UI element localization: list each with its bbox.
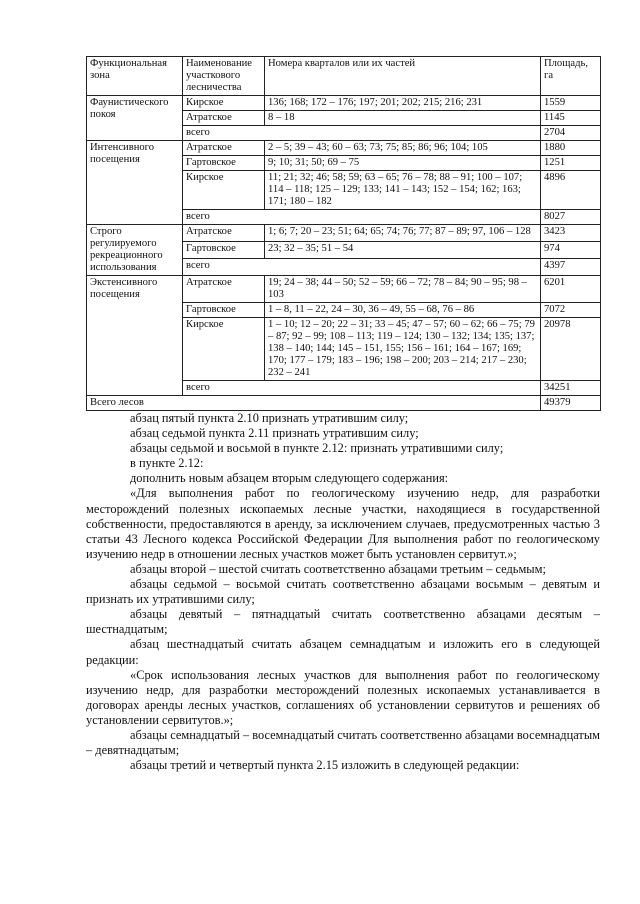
quarter-numbers: 19; 24 – 38; 44 – 50; 52 – 59; 66 – 72; 78 – 84; 90 – 95; 98 – 103 (265, 276, 541, 303)
grand-total-row (87, 396, 601, 411)
forestry-name: Атратское (183, 276, 265, 303)
header-zone: Функциональная зона (87, 57, 183, 96)
quarter-numbers: 1; 6; 7; 20 – 23; 51; 64; 65; 74; 76; 77; 87 – 89; 97, 106 – 128 (265, 225, 541, 242)
table-row (87, 225, 601, 242)
table-row (87, 141, 601, 156)
grand-total-label: Всего лесов (87, 396, 541, 411)
quarter-numbers: 1 – 10; 12 – 20; 22 – 31; 33 – 45; 47 – 57; 60 – 62; 66 – 75; 79 – 87; 92 – 99; 108 – 113; 119 – 124; 130 – 132; 134; 135; 137; 138 – 140; 144; 145 – 151, 155; 156 – 161; 164 – 167; 169; 170; 177 – 179; 183 – 196; 198 – 200; 203 – 214; 217 – 230; 232 – 241 (265, 318, 541, 381)
quarter-numbers: 2 – 5; 39 – 43; 60 – 63; 73; 75; 85; 86; 96; 104; 105 (265, 141, 541, 156)
paragraph: в пункте 2.12: (130, 456, 204, 471)
grand-total-value: 49379 (541, 396, 601, 411)
header-area: Площадь, га (541, 57, 601, 96)
total-label: всего (183, 126, 541, 141)
quarter-numbers: 136; 168; 172 – 176; 197; 201; 202; 215; 216; 231 (265, 96, 541, 111)
quarter-numbers: 9; 10; 31; 50; 69 – 75 (265, 156, 541, 171)
area-value: 974 (541, 242, 601, 259)
quarter-numbers: 1 – 8, 11 – 22, 24 – 30, 36 – 49, 55 – 68, 76 – 86 (265, 303, 541, 318)
functional-zones-table (86, 56, 601, 411)
total-label: всего (183, 381, 541, 396)
area-value: 1251 (541, 156, 601, 171)
zone-name: Экстенсивного посещения (87, 276, 183, 396)
paragraph: абзацы второй – шестой считать соответственно абзацами третьим – седьмым; (130, 561, 546, 576)
quarter-numbers: 8 – 18 (265, 111, 541, 126)
forestry-name: Кирское (183, 171, 265, 210)
quarter-numbers: 23; 32 – 35; 51 – 54 (265, 242, 541, 259)
forestry-name: Кирское (183, 96, 265, 111)
total-label: всего (183, 259, 541, 276)
area-value: 7072 (541, 303, 601, 318)
area-value: 6201 (541, 276, 601, 303)
paragraph: абзац седьмой пункта 2.11 признать утратившим силу; (130, 426, 419, 441)
paragraph: «Для выполнения работ по геологическому изучению недр, для разработки месторождений полезных ископаемых лесные участки, находящиеся в государственной собственности, предоставляются в аренду, за исключением случаев, предусмотренных частью 3 статьи 43 Лесного кодекса Российской Федерации Для выполнения работ по геологическому изучению недр в отношении лесных участков может быть установлен сервитут.»; (86, 486, 600, 561)
total-value: 8027 (541, 210, 601, 225)
forestry-name: Гартовское (183, 303, 265, 318)
paragraph: «Срок использования лесных участков для выполнения работ по геологическому изучению недр, для разработки месторождений полезных ископаемых устанавливается в договорах аренды лесных участков, соглашениях об установлении сервитутов и решениях об установлении сервитутов.»; (86, 667, 600, 727)
forestry-name: Кирское (183, 318, 265, 381)
header-forestry: Наименование участкового лесничества (183, 57, 265, 96)
total-label: всего (183, 210, 541, 225)
total-value: 2704 (541, 126, 601, 141)
amendment-text (86, 411, 600, 773)
zone-name: Интенсивного посещения (87, 141, 183, 225)
forestry-name: Гартовское (183, 156, 265, 171)
forestry-name: Атратское (183, 111, 265, 126)
area-value: 4896 (541, 171, 601, 210)
quarter-numbers: 11; 21; 32; 46; 58; 59; 63 – 65; 76 – 78; 88 – 91; 100 – 107; 114 – 118; 125 – 129; 133; 141 – 143; 152 – 154; 162; 163; 171; 180 – 182 (265, 171, 541, 210)
paragraph: абзацы седьмой и восьмой в пункте 2.12: признать утратившими силу; (130, 441, 504, 456)
area-value: 3423 (541, 225, 601, 242)
forestry-name: Атратское (183, 141, 265, 156)
total-value: 4397 (541, 259, 601, 276)
paragraph: абзац пятый пункта 2.10 признать утратившим силу; (130, 411, 409, 425)
area-value: 20978 (541, 318, 601, 381)
paragraph: абзац шестнадцатый считать абзацем семнадцатым и изложить его в следующей редакции: (86, 637, 600, 667)
forestry-name: Атратское (183, 225, 265, 242)
table-row (87, 276, 601, 303)
paragraph: дополнить новым абзацем вторым следующего содержания: (130, 471, 449, 486)
paragraph: абзацы семнадцатый – восемнадцатый считать соответственно абзацами восемнадцатым – девятнадцатым; (86, 727, 600, 758)
area-value: 1880 (541, 141, 601, 156)
paragraph: абзацы седьмой – восьмой считать соответственно абзацами восьмым – девятым и признать их утратившими силу; (86, 577, 600, 607)
paragraph: абзацы девятый – пятнадцатый считать соответственно абзацами десятым – шестнадцатым; (86, 607, 600, 637)
zone-name: Строго регулируемого рекреационного использования (87, 225, 183, 276)
forestry-name: Гартовское (183, 242, 265, 259)
table-header-row (87, 57, 601, 96)
zone-name: Фаунистического покоя (87, 96, 183, 141)
area-value: 1145 (541, 111, 601, 126)
table-row (87, 96, 601, 111)
area-value: 1559 (541, 96, 601, 111)
header-quarters: Номера кварталов или их частей (265, 57, 541, 96)
paragraph: абзацы третий и четвертый пункта 2.15 изложить в следующей редакции: (130, 758, 520, 773)
total-value: 34251 (541, 381, 601, 396)
